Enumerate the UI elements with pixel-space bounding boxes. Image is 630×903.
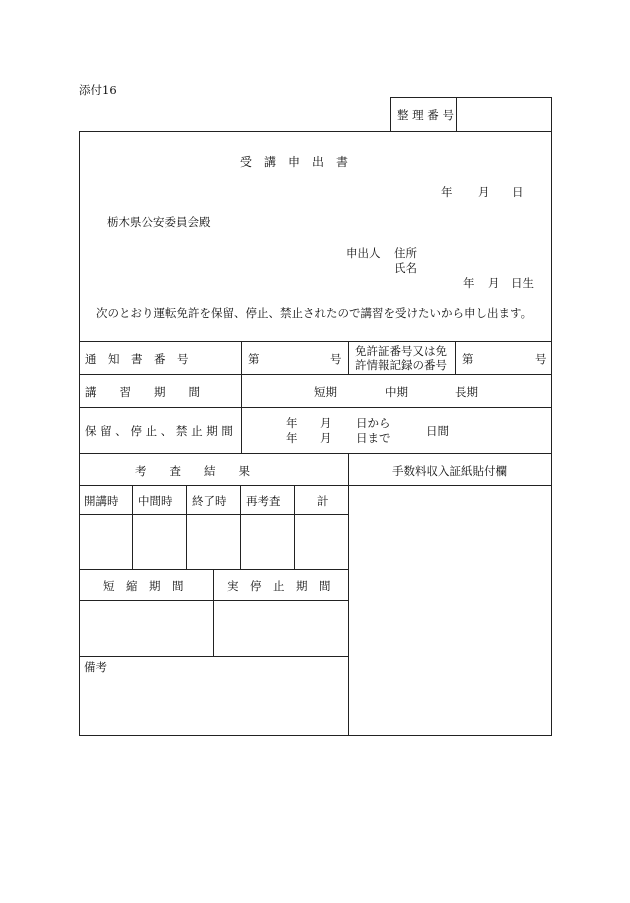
hold-period-label: 保 留 、 停 止 、 禁 止 期 間: [85, 424, 233, 438]
applicant-label: 申出人: [346, 246, 381, 260]
birth-month: 月: [488, 276, 500, 290]
notice-number-label: 通 知 書 番 号: [85, 352, 189, 366]
name-label: 氏名: [394, 261, 417, 275]
statement: 次のとおり運転免許を保留、停止、禁止されたので講習を受けたいから申し出ます。: [96, 306, 533, 320]
license-label-line1: 免許証番号又は免: [355, 344, 447, 358]
actual-stop-period-label: 実 停 止 期 間: [227, 579, 331, 593]
attachment-label: 添付16: [79, 83, 117, 97]
hold-month-until: 月: [320, 431, 332, 445]
date-day: 日: [512, 185, 524, 199]
form-title: 受 講 申 出 書: [240, 155, 349, 169]
course-period-label: 講 習 期 間: [85, 385, 200, 399]
addressee: 栃木県公安委員会殿: [107, 215, 211, 229]
notice-dai: 第: [248, 352, 260, 366]
license-label-line2: 許情報記録の番号: [355, 358, 447, 372]
period-short[interactable]: 短期: [314, 385, 337, 399]
hold-year-from: 年: [286, 416, 298, 430]
birth-year: 年: [463, 276, 475, 290]
period-mid[interactable]: 中期: [385, 385, 408, 399]
seiri-bango-label: 整 理 番 号: [397, 108, 454, 122]
hold-month-from: 月: [320, 416, 332, 430]
stamp-label: 手数料収入証紙貼付欄: [392, 464, 507, 478]
birth-day: 日生: [511, 276, 534, 290]
results-label: 考 査 結 果: [135, 464, 250, 478]
hold-until: 日まで: [356, 431, 391, 445]
result-col-mid: 中間時: [138, 494, 173, 508]
shorten-period-label: 短 縮 期 間: [103, 579, 184, 593]
hold-from: 日から: [356, 416, 391, 430]
license-dai: 第: [462, 352, 474, 366]
hold-days: 日間: [426, 424, 449, 438]
address-label: 住所: [394, 246, 417, 260]
date-month: 月: [478, 185, 490, 199]
remarks-label: 備考: [84, 660, 107, 674]
notice-go: 号: [330, 352, 342, 366]
result-col-total: 計: [317, 494, 329, 508]
result-col-open: 開講時: [84, 494, 119, 508]
hold-year-until: 年: [286, 431, 298, 445]
period-long[interactable]: 長期: [455, 385, 478, 399]
date-year: 年: [441, 185, 453, 199]
result-col-end: 終了時: [192, 494, 227, 508]
result-col-retest: 再考査: [246, 494, 281, 508]
license-go: 号: [535, 352, 547, 366]
